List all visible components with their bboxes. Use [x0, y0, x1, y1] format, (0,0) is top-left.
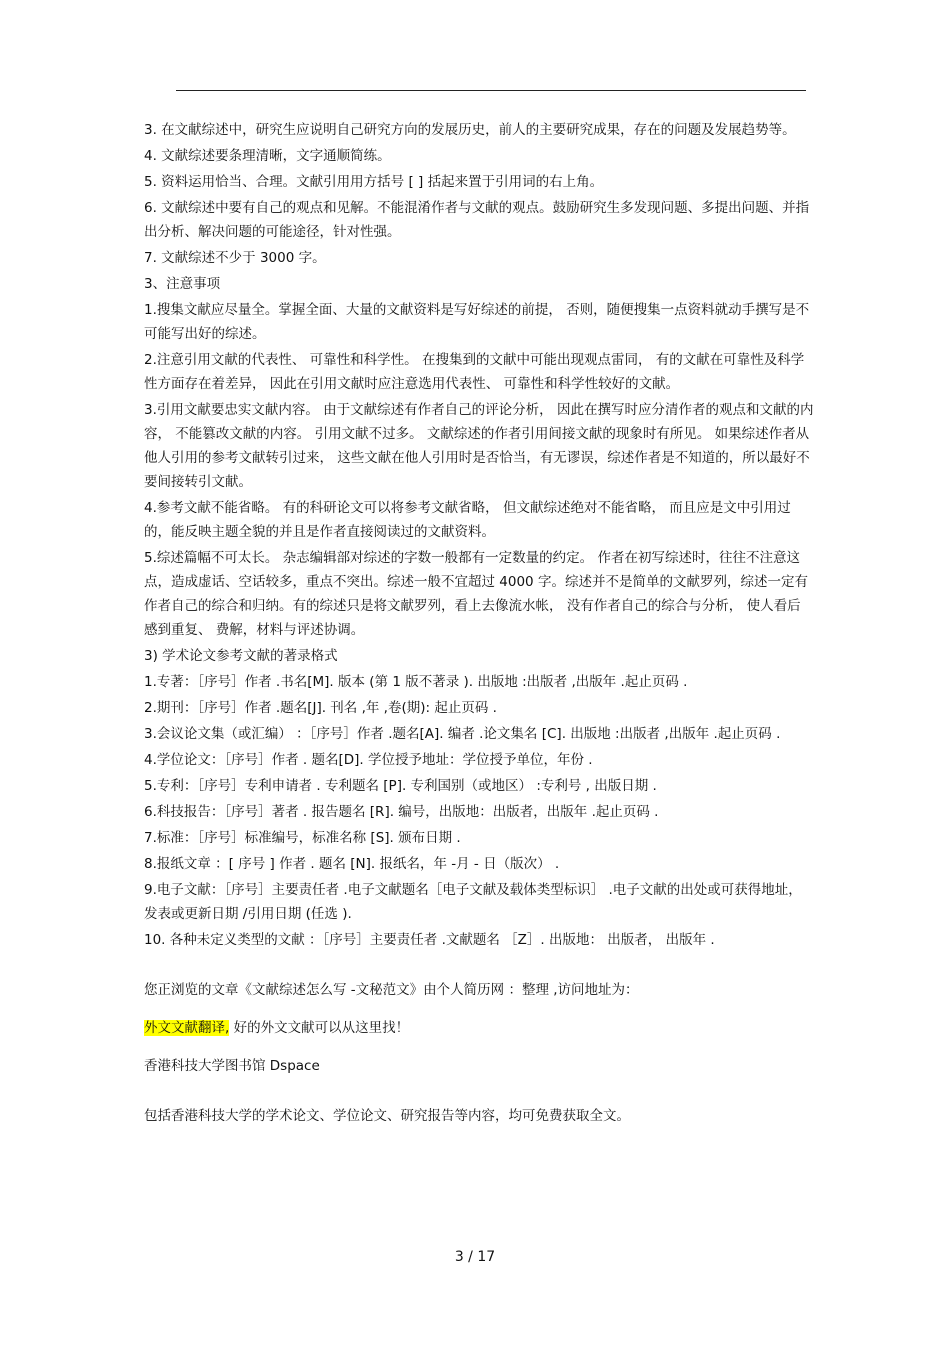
paragraph: 1.搜集文献应尽量全。掌握全面、大量的文献资料是写好综述的前提， 否则，随便搜集一点资料就动手撰写是不可能写出好的综述。	[144, 302, 810, 342]
notice-text: 您正浏览的文章《文献综述怎么写 -文秘范文》由个人简历网 ：整理 ,访问地址为：	[144, 982, 639, 998]
paragraph: 2.注意引用文献的代表性、 可靠性和科学性。 在搜集到的文献中可能出现观点雷同， 有的文献在可靠性及科学性方面存在着差异， 因此在引用文献时应注意选用代表性、 可靠性和科学性较好的文献。	[144, 352, 805, 392]
reference-format: 4.学位论文：［序号］作者 . 题名[D]. 学位授予地址：学位授予单位，年份 .	[144, 752, 593, 768]
section-heading: 3、注意事项	[144, 276, 221, 292]
paragraph: 4. 文献综述要条理清晰，文字通顺简练。	[144, 148, 391, 164]
paragraph: 3.引用文献要忠实文献内容。 由于文献综述有作者自己的评论分析， 因此在撰写时应分清作者的观点和文献的内容， 不能篡改文献的内容。 引用文献不过多。 文献综述的作者引用间接文献的现象时有所见。 如果综述作者从他人引用的参考文献转引过来， 这些文献在他人引用时是否恰当，有无谬误，综述作者是不知道的，所以最好不要间接转引文献。	[144, 402, 814, 490]
document-body	[144, 118, 814, 1130]
section-heading: 3) 学术论文参考文献的著录格式	[144, 648, 338, 664]
reference-format: 2.期刊：［序号］作者 .题名[J]. 刊名 ,年 ,卷(期): 起止页码 .	[144, 700, 497, 716]
reference-format: 10. 各种未定义类型的文献 ：［序号］主要责任者 .文献题名 ［Z］. 出版地： 出版者， 出版年 .	[144, 932, 715, 948]
paragraph: 5. 资料运用恰当、合理。文献引用用方括号 [ ] 括起来置于引用词的右上角。	[144, 174, 604, 190]
reference-format: 9.电子文献：［序号］主要责任者 .电子文献题名［电子文献及载体类型标识］ .电子文献的出处或可获得地址，发表或更新日期 /引用日期 (任选 ).	[144, 882, 802, 922]
paragraph: 3. 在文献综述中，研究生应说明自己研究方向的发展历史，前人的主要研究成果，存在的问题及发展趋势等。	[144, 122, 796, 138]
library-description: 包括香港科技大学的学术论文、学位论文、研究报告等内容，均可免费获取全文。	[144, 1108, 630, 1124]
reference-format: 1.专著：［序号］作者 .书名[M]. 版本 (第 1 版不著录 ). 出版地 :出版者 ,出版年 .起止页码 .	[144, 674, 688, 690]
reference-format: 6.科技报告：［序号］著者 . 报告题名 [R]. 编号，出版地：出版者，出版年 .起止页码 .	[144, 804, 659, 820]
paragraph: 5.综述篇幅不可太长。 杂志编辑部对综述的字数一般都有一定数量的约定。 作者在初写综述时，往往不注意这点，造成虚话、空话较多，重点不突出。综述一般不宜超过 4000 字。综述并不是简单的文献罗列，综述一定有作者自己的综合和归纳。有的综述只是将文献罗列，看上去像流水帐， 没有作者自己的综合与分析， 使人看后感到重复、 费解，材料与评述协调。	[144, 550, 808, 638]
reference-format: 8.报纸文章 ：[ 序号 ] 作者 . 题名 [N]. 报纸名，年 -月 - 日（版次） .	[144, 856, 560, 872]
paragraph: 7. 文献综述不少于 3000 字。	[144, 250, 326, 266]
reference-format: 3.会议论文集（或汇编） ：［序号］作者 .题名[A]. 编者 .论文集名 [C]. 出版地 :出版者 ,出版年 .起止页码 .	[144, 726, 781, 742]
page-number: 3 / 17	[454, 1249, 496, 1265]
reference-format: 7.标准：［序号］标准编号，标准名称 [S]. 颁布日期 .	[144, 830, 461, 846]
paragraph: 4.参考文献不能省略。 有的科研论文可以将参考文献省略， 但文献综述绝对不能省略， 而且应是文中引用过的，能反映主题全貌的并且是作者直接阅读过的文献资料。	[144, 500, 791, 540]
library-name: 香港科技大学图书馆 Dspace	[144, 1058, 320, 1074]
paragraph: 6. 文献综述中要有自己的观点和见解。不能混淆作者与文献的观点。鼓励研究生多发现问题、多提出问题、并指出分析、解决问题的可能途径，针对性强。	[144, 200, 810, 240]
translation-line	[144, 1016, 814, 1040]
highlight-rest: 好的外文文献可以从这里找！	[229, 1020, 410, 1036]
highlight-link[interactable]: 外文文献翻译,	[144, 1020, 230, 1036]
header-rule	[176, 90, 806, 91]
reference-format: 5.专利：［序号］专利申请者 . 专利题名 [P]. 专利国别（或地区） :专利号 , 出版日期 .	[144, 778, 657, 794]
